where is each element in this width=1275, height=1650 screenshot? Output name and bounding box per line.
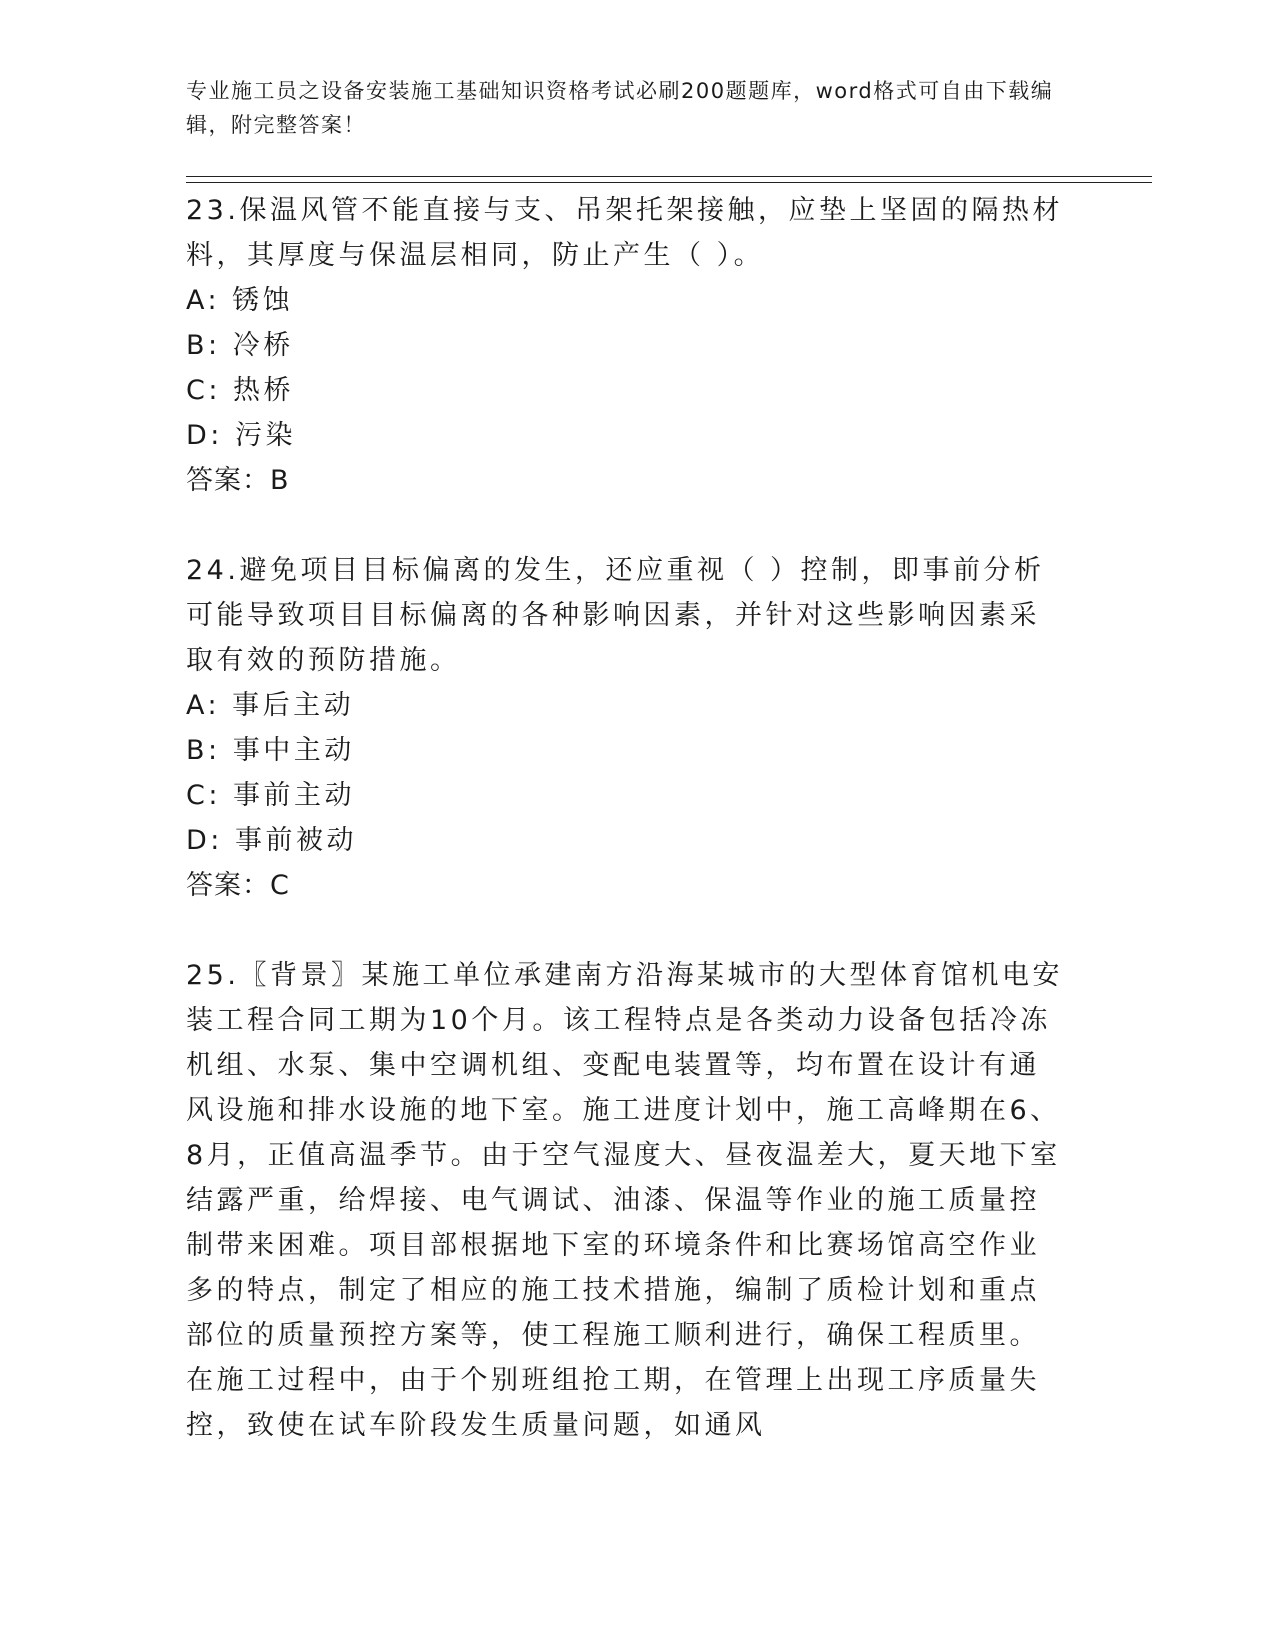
- option-b: B: 冷桥: [186, 330, 294, 361]
- question-23: [186, 188, 1066, 503]
- answer: 答案：C: [186, 870, 290, 901]
- answer: 答案：B: [186, 465, 290, 496]
- question-text: 25.〖背景〗某施工单位承建南方沿海某城市的大型体育馆机电安装工程合同工期为10个月。该工程特点是各类动力设备包括冷冻机组、水泵、集中空调机组、变配电装置等，均布置在设计有通风设施和排水设施的地下室。施工进度计划中，施工高峰期在6、8月，正值高温季节。由于空气湿度大、昼夜温差大，夏天地下室结露严重，给焊接、电气调试、油漆、保温等作业的施工质量控制带来困难。项目部根据地下室的环境条件和比赛场馆高空作业多的特点，制定了相应的施工技术措施，编制了质检计划和重点部位的质量预控方案等，使工程施工顺利进行，确保工程质里。在施工过程中，由于个别班组抢工期，在管理上出现工序质量失控，致使在试车阶段发生质量问题，如通风: [186, 960, 1063, 1441]
- option-a: A: 事后主动: [186, 690, 355, 721]
- option-c: C: 事前主动: [186, 780, 356, 811]
- header-divider-top: [186, 176, 1152, 177]
- question-24: [186, 548, 1066, 908]
- option-d: D: 污染: [186, 420, 296, 451]
- option-b: B: 事中主动: [186, 735, 355, 766]
- question-list: [186, 188, 1066, 1448]
- header-divider-bottom: [186, 182, 1152, 183]
- question-text: 24.避免项目目标偏离的发生，还应重视（ ）控制，即事前分析可能导致项目目标偏离的各种影响因素，并针对这些影响因素采取有效的预防措施。: [186, 555, 1045, 676]
- question-text: 23.保温风管不能直接与支、吊架托架接触，应垫上坚固的隔热材料，其厚度与保温层相同，防止产生（ ）。: [186, 195, 1063, 271]
- option-c: C: 热桥: [186, 375, 295, 406]
- option-a: A: 锈蚀: [186, 285, 294, 316]
- document-header: 专业施工员之设备安装施工基础知识资格考试必刷200题题库，word格式可自由下载编辑，附完整答案！: [186, 79, 1054, 137]
- question-25: [186, 953, 1066, 1448]
- option-d: D: 事前被动: [186, 825, 357, 856]
